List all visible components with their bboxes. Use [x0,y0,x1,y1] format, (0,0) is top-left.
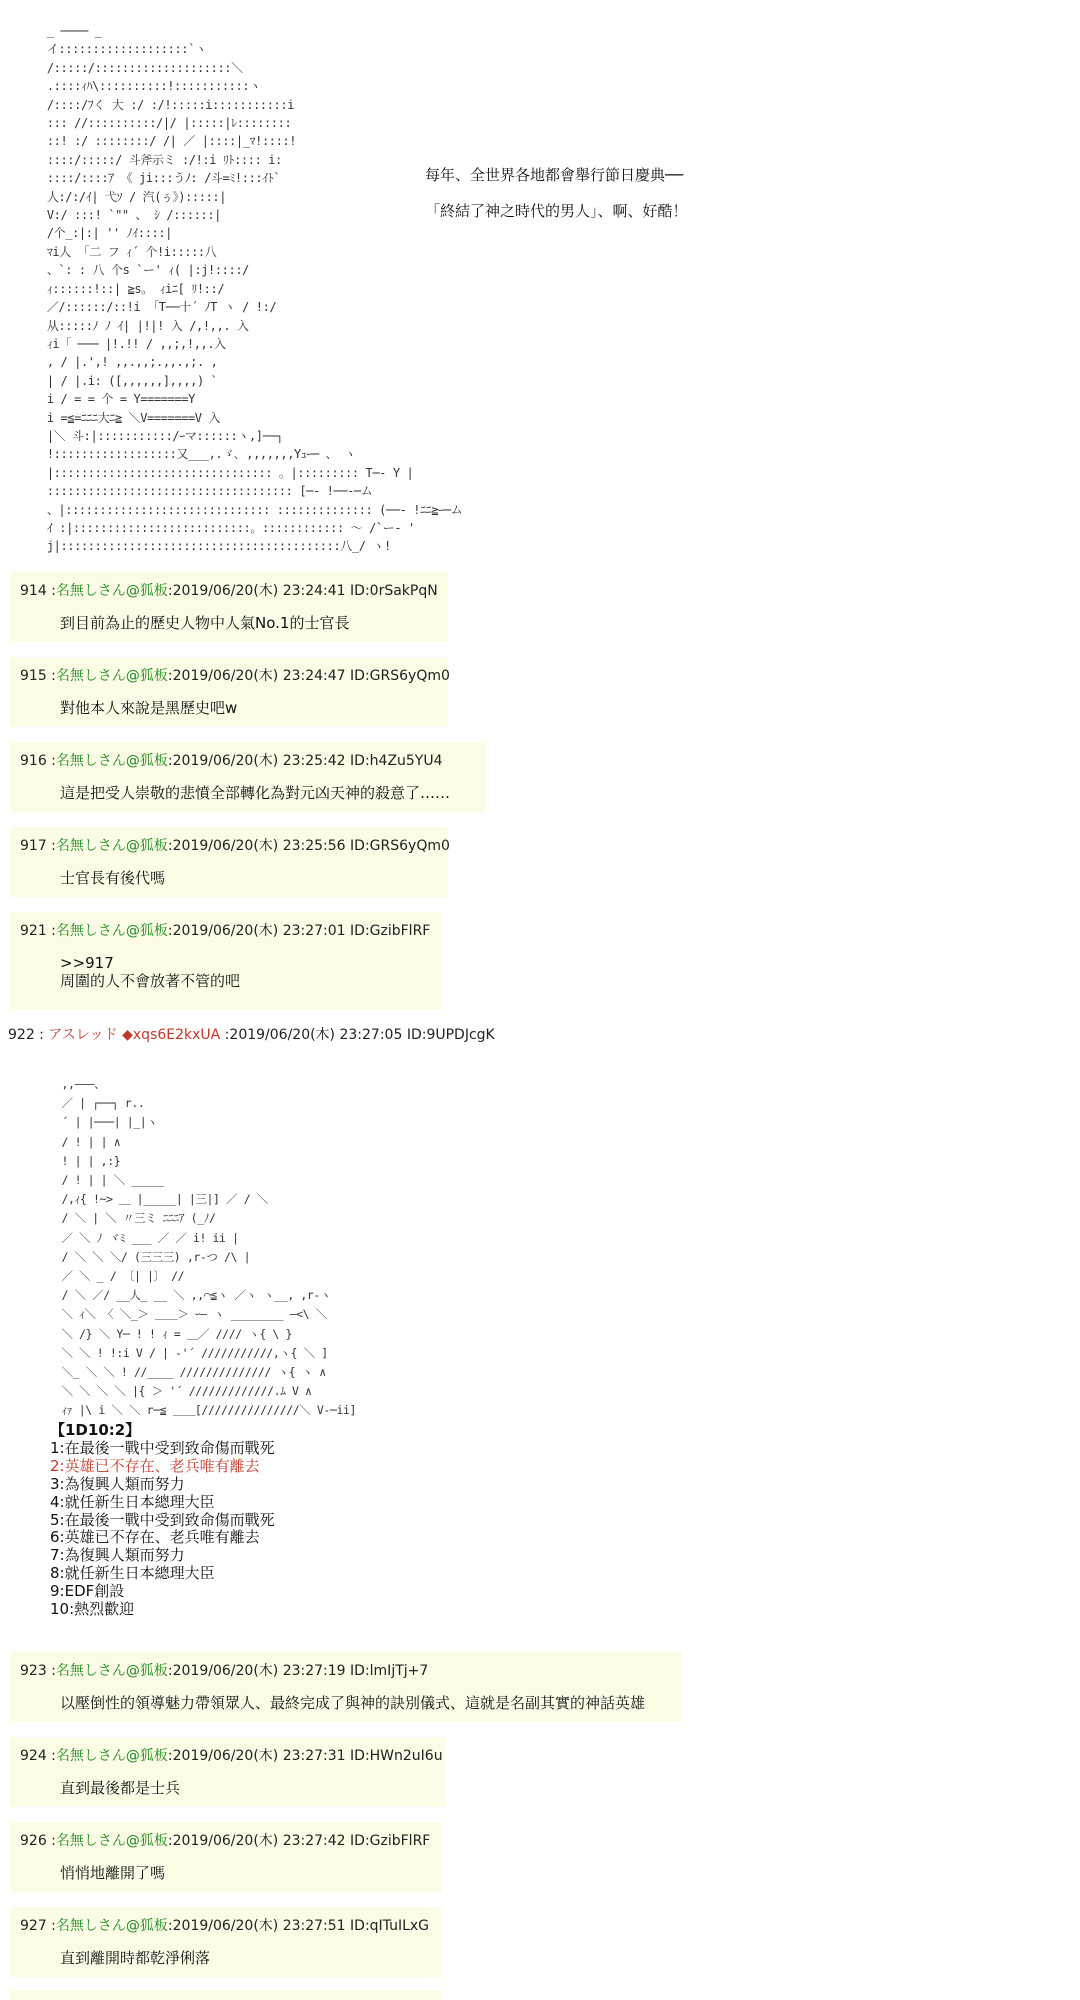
post-date: 2019/06/20(木) 23:27:42 [172,1833,346,1849]
post-header: 916 :名無しさん@狐板:2019/06/20(木) 23:25:42 ID:h4Zu5YU4 [20,753,443,769]
post-924 [10,1737,445,1807]
dice-option: 7:為復興人類而努力 [50,1546,185,1565]
poster-id[interactable]: ID:9UPDJcgK [406,1027,495,1043]
post-number[interactable]: 917 [20,838,47,854]
dice-option: 5:在最後一戰中受到致命傷而戰死 [50,1510,275,1529]
poster-name: 名無しさん@狐板 [55,923,168,939]
post-body: 直到離開時都乾淨俐落 [60,1949,211,1967]
poster-id[interactable]: ID:GRS6yQm0 [350,668,450,684]
poster-id[interactable]: ID:GRS6yQm0 [350,838,450,854]
post-body: 到目前為止的歷史人物中人氣No.1的士官長 [60,614,350,632]
poster-id[interactable]: ID:GzibFlRF [350,923,431,939]
poster-id[interactable]: ID:GzibFlRF [350,1833,431,1849]
post-number[interactable]: 916 [20,753,47,769]
post-number[interactable]: 923 [20,1663,47,1679]
post-date: 2019/06/20(木) 23:25:42 [172,753,346,769]
post-921 [10,912,442,1010]
post-date: 2019/06/20(木) 23:27:31 [172,1748,346,1764]
post-927 [10,1907,442,1977]
post-916 [10,742,486,812]
post-header: 926 :名無しさん@狐板:2019/06/20(木) 23:27:42 ID:GzibFlRF [20,1833,431,1849]
op-trip: ◆xqs6E2kxUA [122,1027,221,1043]
poster-id[interactable]: ID:qITuILxG [350,1918,430,1934]
poster-name: 名無しさん@狐板 [55,1663,168,1679]
post-body: 直到最後都是士兵 [60,1779,181,1797]
post-body: 悄悄地離開了嗎 [60,1864,166,1882]
ascii-art-character: _ ──── _ イ:::::::::::::::::::`ヽ /:::::/::::::::::::::::::::＼ .::::ｨﾊ\::::::::::!:::::::::::ヽ /::::/ﾌく 大 :/ :/!:::::i:::::::::::i ::: //::::::::::/|/ |:::::|ﾚ:::::::: ::! :/ ::::::::/ /| ／ |::::|_ﾏ!::::! ::::/:::::/ 斗斧示ミ :/!:i ﾘﾄ:::: i: ::::/::::ｱ 《 ji:::うﾉ: /斗=ﾐ!:::ｲﾄ` 人:/:/ｲ| 弋ｿ / 汽(ぅ》):::::| V:/ :::! `"" 、 ｼ /::::::| /个_:|:| '' ﾉｲ::::| ﾏi人 「二 フ ｨ´ 个!i:::::八 、`: : 八 个s `ー' ｨ( |:j!::::/ ｨ::::::!::| ≧s。 ｨiﾆ[ ﾘ!::/ ／/::::::/::!i 「T──十´ ﾉT ヽ / !:/ 从:::::ﾉ ﾉ ｲ| |!|! 入 /,!,,. 入 ｨi「 ─── |!.!! / ,,;,!,,.入 , / |.',! ,,.,,;.,,.,;. , | / |.i: ([,,,,,,],,,,) ` i / = = 个 = Y=======Y i =≦=ﾆﾆﾆ大ﾆ≧ ＼V=======V 入 |＼ 斗:|:::::::::::/ｰマ::::::ヽ,]──┐ !::::::::::::::::::又___,.ゞ､ ,,,,,,,Yｭｰ─ 、 ヽ |:::::::::::::::::::::::::::::::: 。|::::::::: T─‐ Y | :::::::::::::::::::::::::::::::::::: [─‐ !──‐─ム 、|:::::::::::::::::::::::::::::: :::::::::::::: (──‐ !ﾆﾆ≧ｰ─ム ｲ :|::::::::::::::::::::::::::。:::::::::::: ～ /`ー‐ ' j|:::::::::::::::::::::::::::::::::::::::::八_/ ヽ! [46,24,463,554]
dice-option: 9:EDF創設 [50,1582,125,1601]
poster-name: 名無しさん@狐板 [55,668,168,684]
op-post-header: 922 : アスレッド ◆xqs6E2kxUA :2019/06/20(木) 23:27:05 ID:9UPDJcgK [8,1027,495,1043]
poster-name: 名無しさん@狐板 [55,1918,168,1934]
post-926 [10,1822,442,1892]
post-date: 2019/06/20(木) 23:27:19 [172,1663,346,1679]
dice-option-selected: 2:英雄已不存在、老兵唯有離去 [50,1456,260,1475]
post-header: 924 :名無しさん@狐板:2019/06/20(木) 23:27:31 ID:HWn2uI6u [20,1748,443,1764]
post-body: 對他本人來說是黑歷史吧w [60,699,238,717]
post-date: 2019/06/20(木) 23:24:47 [172,668,346,684]
dice-option: 8:就任新生日本總理大臣 [50,1564,215,1583]
dice-option: 10:熱烈歡迎 [50,1600,135,1619]
post-header: 915 :名無しさん@狐板:2019/06/20(木) 23:24:47 ID:GRS6yQm0 [20,668,450,684]
post-915 [10,657,448,727]
poster-id[interactable]: ID:h4Zu5YU4 [350,753,443,769]
post-923 [10,1652,682,1722]
post-number[interactable]: 924 [20,1748,47,1764]
dice-title: 【1D10:2】 [50,1421,141,1439]
post-header: 921 :名無しさん@狐板:2019/06/20(木) 23:27:01 ID:GzibFlRF [20,923,431,939]
post-number[interactable]: 922 [8,1027,35,1043]
post-header: 914 :名無しさん@狐板:2019/06/20(木) 23:24:41 ID:0rSakPqN [20,583,438,599]
dice-option: 3:為復興人類而努力 [50,1474,185,1493]
poster-name: 名無しさん@狐板 [55,583,168,599]
post-partial [10,1990,442,2000]
post-917 [10,827,448,897]
poster-name: 名無しさん@狐板 [55,838,168,854]
post-header: 917 :名無しさん@狐板:2019/06/20(木) 23:25:56 ID:GRS6yQm0 [20,838,450,854]
post-header: 923 :名無しさん@狐板:2019/06/20(木) 23:27:19 ID:lmIjTj+7 [20,1663,429,1679]
poster-name: 名無しさん@狐板 [55,1748,168,1764]
post-number[interactable]: 926 [20,1833,47,1849]
narration-line-1: 每年、全世界各地都會舉行節日慶典── [425,166,684,184]
post-date: 2019/06/20(木) 23:27:01 [172,923,346,939]
narration-line-2: 「終結了神之時代的男人」、啊、好酷！ [425,202,688,220]
post-header: 927 :名無しさん@狐板:2019/06/20(木) 23:27:51 ID:qITuILxG [20,1918,430,1934]
post-date: 2019/06/20(木) 23:25:56 [172,838,346,854]
post-number[interactable]: 915 [20,668,47,684]
poster-id[interactable]: ID:lmIjTj+7 [350,1663,429,1679]
post-body: >>917 周圍的人不會放著不管的吧 [60,954,241,990]
dice-option: 6:英雄已不存在、老兵唯有離去 [50,1528,260,1547]
post-number[interactable]: 927 [20,1918,47,1934]
post-body: 這是把受人崇敬的悲憤全部轉化為對元凶天神的殺意了…… [60,784,451,802]
post-914 [10,572,448,642]
dice-result-block [50,1422,275,1619]
poster-id[interactable]: ID:HWn2uI6u [350,1748,443,1764]
post-body: 士官長有後代嗎 [60,869,166,887]
poster-name: 名無しさん@狐板 [55,1833,168,1849]
post-number[interactable]: 914 [20,583,47,599]
post-date: 2019/06/20(木) 23:24:41 [172,583,346,599]
poster-id[interactable]: ID:0rSakPqN [350,583,438,599]
poster-name: 名無しさん@狐板 [55,753,168,769]
ascii-art-mecha: ,,―――、 ／ | ┌──┐ r.. ´ | |───| |_|ヽ / ! | | ∧ ! | | ,:} / ! | | ＼ _____ /,ｨ{ !~> ＿ |_____| |三|] ／ / ＼ / ＼ | ＼ 〃三ミ ﾆﾆﾆｱ (_ﾉ/ ／ ＼ ﾉ ヾﾐ ___ ／ ／ i! ii | / ＼ ＼ ＼/ (三三三) ,r‐つ /\ | ／ ＼ _ / 〔| |〕 // / ＼ ／/ __人_ __ ＼ ,,⌒≦ヽ ／ヽ ヽ__, ,r‐ヽ ＼ ｨ＼ 〈 ＼_＞ ＿＿＞ ｰ― ヽ ________ ―<\ ＼ ＼ /} ＼ Y─ ! ! ｨ = ＿／ //// ヽ{ \ } ＼ ＼ ! !:i V / | ‐'´ ///////////,ヽ{ ＼ ] ＼_ ＼ ＼ ! //____ ////////////// ヽ{ ヽ ∧ ＼ ＼ ＼ ＼ |{ ＞ '´ /////////////.ﾑ V ∧ ｨｧ |\ i ＼ ＼ r─≦ ＿＿[///////////////＼ V‐─ii] [61,1077,357,1418]
post-date: 2019/06/20(木) 23:27:51 [172,1918,346,1934]
op-name: アスレッド [48,1027,118,1043]
dice-option: 1:在最後一戰中受到致命傷而戰死 [50,1438,275,1457]
post-date: 2019/06/20(木) 23:27:05 [229,1027,403,1043]
post-number[interactable]: 921 [20,923,47,939]
post-body: 以壓倒性的領導魅力帶領眾人、最終完成了與神的訣別儀式、這就是名副其實的神話英雄 [60,1694,646,1712]
dice-option: 4:就任新生日本總理大臣 [50,1492,215,1511]
